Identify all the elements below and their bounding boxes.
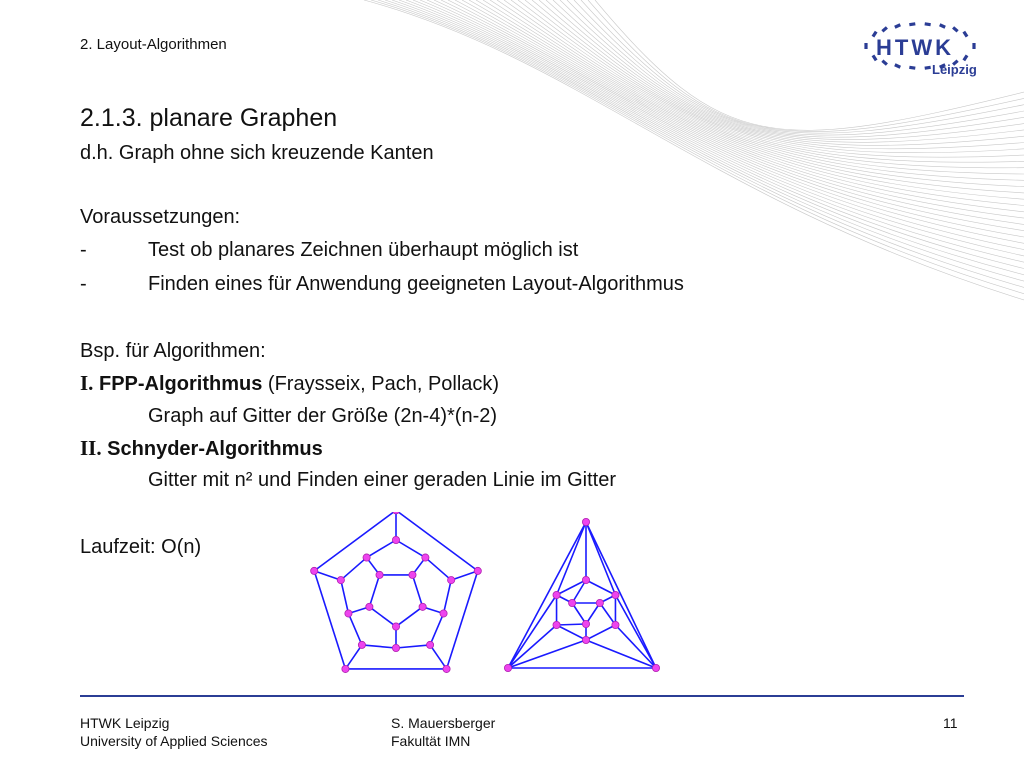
graph-edge bbox=[369, 575, 379, 607]
graph-edge bbox=[451, 571, 478, 580]
footer-author-name: S. Mauersberger bbox=[391, 715, 496, 731]
htwk-logo bbox=[858, 22, 988, 82]
algorithm-item bbox=[80, 436, 323, 461]
algorithm-numeral: I. bbox=[80, 371, 94, 395]
bullet-dash: - bbox=[80, 239, 87, 261]
graph-edge bbox=[600, 603, 616, 625]
prereq-item bbox=[80, 273, 780, 299]
algorithm-item bbox=[80, 371, 499, 396]
graph-node bbox=[553, 591, 560, 598]
algorithm-note: (Fraysseix, Pach, Pollack) bbox=[267, 373, 500, 395]
graph-edge bbox=[412, 575, 422, 607]
footer-author bbox=[391, 714, 495, 750]
graph-edge bbox=[586, 522, 615, 595]
graph-node bbox=[569, 599, 576, 606]
graph-node bbox=[612, 591, 619, 598]
section-label: 2. Layout-Algorithmen bbox=[80, 36, 227, 53]
footer-institution bbox=[80, 714, 268, 750]
graph-node bbox=[612, 621, 619, 628]
graph-node bbox=[345, 610, 352, 617]
dodecahedron-graph bbox=[311, 512, 482, 673]
logo-dash bbox=[864, 43, 867, 49]
graph-node bbox=[582, 576, 589, 583]
graph-edge bbox=[314, 512, 396, 571]
graph-node bbox=[443, 665, 450, 672]
footer-university-sub: University of Applied Sciences bbox=[80, 733, 268, 749]
graph-node bbox=[337, 576, 344, 583]
graph-edge bbox=[348, 613, 361, 644]
algorithm-detail-row bbox=[80, 469, 780, 495]
graph-edge bbox=[586, 522, 656, 668]
graph-node bbox=[448, 576, 455, 583]
graph-node bbox=[311, 567, 318, 574]
graph-node bbox=[419, 603, 426, 610]
graph-edge bbox=[314, 571, 341, 580]
examples-heading: Bsp. für Algorithmen: bbox=[80, 340, 266, 362]
graph-edge bbox=[396, 607, 423, 627]
graph-edge bbox=[345, 645, 361, 669]
graph-node bbox=[553, 621, 560, 628]
logo-dash bbox=[924, 66, 930, 70]
graph-figures bbox=[296, 512, 676, 688]
prereq-heading: Voraussetzungen: bbox=[80, 206, 241, 228]
logo-dash bbox=[881, 26, 888, 32]
graph-edge bbox=[586, 640, 656, 668]
graph-edge bbox=[430, 645, 446, 669]
graph-edge bbox=[557, 624, 586, 625]
graph-node bbox=[596, 599, 603, 606]
graph-node bbox=[652, 664, 659, 671]
graph-node bbox=[474, 567, 481, 574]
logo-dash bbox=[924, 22, 930, 26]
logo-dash bbox=[952, 26, 959, 32]
logo-dash bbox=[909, 66, 915, 70]
logo-dash bbox=[972, 43, 975, 49]
graph-node bbox=[366, 603, 373, 610]
graph-node bbox=[426, 641, 433, 648]
prereq-item bbox=[80, 239, 780, 265]
prereq-item-text: Test ob planares Zeichnen überhaupt möglich ist bbox=[148, 239, 579, 261]
graph-node bbox=[582, 620, 589, 627]
logo-dash bbox=[894, 23, 901, 28]
logo-dash bbox=[939, 23, 946, 28]
graph-edge bbox=[508, 640, 586, 668]
logo-dash bbox=[962, 55, 968, 62]
algorithm-name: FPP-Algorithmus bbox=[99, 373, 263, 395]
graph-edge bbox=[314, 571, 345, 669]
logo-city: Leipzig bbox=[932, 62, 977, 77]
graph-node bbox=[392, 644, 399, 651]
logo-dash bbox=[894, 63, 901, 68]
graph-node bbox=[440, 610, 447, 617]
graph-edge bbox=[341, 580, 349, 613]
graph-edge bbox=[341, 558, 367, 581]
graph-edge bbox=[367, 540, 396, 558]
graph-edge bbox=[396, 540, 425, 558]
graph-node bbox=[358, 641, 365, 648]
graph-node bbox=[582, 636, 589, 643]
footer-rule bbox=[80, 695, 964, 697]
bullet-dash: - bbox=[80, 273, 87, 295]
footer-faculty: Fakultät IMN bbox=[391, 733, 471, 749]
graph-node bbox=[392, 512, 399, 514]
graph-edge bbox=[557, 625, 586, 640]
graph-node bbox=[392, 536, 399, 543]
logo-word: HTWK bbox=[876, 35, 954, 60]
graph-edge bbox=[444, 580, 452, 613]
algorithm-numeral: II. bbox=[80, 436, 102, 460]
runtime: Laufzeit: O(n) bbox=[80, 536, 202, 558]
triangulated-graph bbox=[504, 518, 659, 671]
graph-edge bbox=[425, 558, 451, 581]
logo-dash bbox=[962, 31, 968, 38]
algorithm-name: Schnyder-Algorithmus bbox=[107, 438, 323, 460]
graph-edge bbox=[362, 645, 396, 648]
graph-edge bbox=[508, 522, 586, 668]
graph-node bbox=[363, 554, 370, 561]
graph-edge bbox=[430, 613, 443, 644]
graph-node bbox=[342, 665, 349, 672]
algorithm-detail: Gitter mit n² und Finden einer geraden Linie im Gitter bbox=[148, 469, 616, 491]
graph-node bbox=[422, 554, 429, 561]
graph-node bbox=[504, 664, 511, 671]
graph-edge bbox=[369, 607, 396, 627]
graph-edge bbox=[557, 522, 586, 595]
graph-edge bbox=[447, 571, 478, 669]
prereq-item-text: Finden eines für Anwendung geeigneten Layout-Algorithmus bbox=[148, 273, 684, 295]
logo-dash bbox=[881, 59, 888, 65]
algorithm-detail-row bbox=[80, 405, 780, 431]
graph-node bbox=[582, 518, 589, 525]
logo-dash bbox=[909, 22, 915, 26]
graph-edge bbox=[396, 512, 478, 571]
subtitle: d.h. Graph ohne sich kreuzende Kanten bbox=[80, 142, 434, 164]
graph-edge bbox=[396, 645, 430, 648]
graph-node bbox=[376, 571, 383, 578]
footer-university: HTWK Leipzig bbox=[80, 715, 170, 731]
slide-title: 2.1.3. planare Graphen bbox=[80, 104, 338, 132]
graph-node bbox=[392, 623, 399, 630]
graph-edge bbox=[586, 625, 615, 640]
graph-node bbox=[409, 571, 416, 578]
algorithm-detail: Graph auf Gitter der Größe (2n-4)*(n-2) bbox=[148, 405, 498, 427]
page-number: 11 bbox=[943, 715, 958, 731]
